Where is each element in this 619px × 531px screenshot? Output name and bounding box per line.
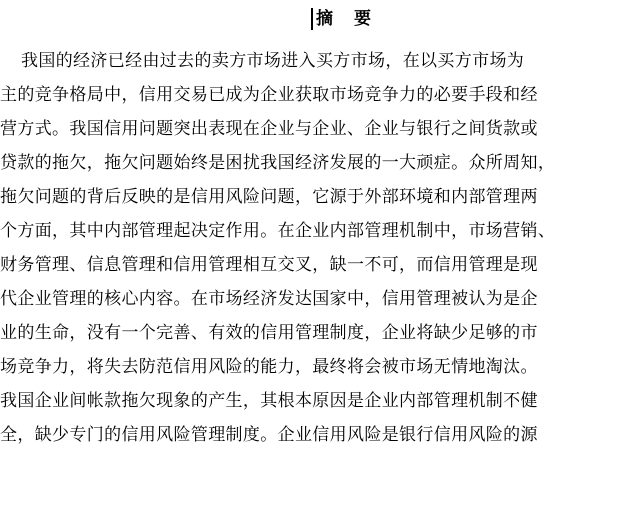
heading-row (0, 6, 619, 32)
paragraph-line-6: 个方面，其中内部管理起决定作用。在企业内部管理机制中，市场营销、 (0, 221, 556, 241)
paragraph-line-8: 代企业管理的核心内容。在市场经济发达国家中，信用管理被认为是企 (0, 289, 538, 309)
paragraph-line-11: 我国企业间帐款拖欠现象的产生，其根本原因是企业内部管理机制不健 (0, 391, 538, 411)
paragraph-line-5: 拖欠问题的背后反映的是信用风险问题，它源于外部环境和内部管理两 (0, 187, 538, 207)
paragraph-line-1: 我国的经济已经由过去的卖方市场进入买方市场，在以买方市场为 (21, 51, 525, 71)
paragraph-line-12: 全，缺少专门的信用风险管理制度。企业信用风险是银行信用风险的源 (0, 425, 538, 445)
paragraph-line-4: 贷款的拖欠，拖欠问题始终是困扰我国经济发展的一大顽症。众所周知， (0, 153, 556, 173)
paragraph-line-10: 场竞争力，将失去防范信用风险的能力，最终将会被市场无情地淘汰。 (0, 357, 538, 377)
text-cursor (311, 8, 313, 30)
paragraph-line-3: 营方式。我国信用问题突出表现在企业与企业、企业与银行之间货款或 (0, 119, 538, 139)
abstract-heading: 摘要 (316, 9, 392, 29)
paragraph-line-9: 业的生命，没有一个完善、有效的信用管理制度，企业将缺少足够的市 (0, 323, 538, 343)
paragraph-line-2: 主的竞争格局中，信用交易已成为企业获取市场竞争力的必要手段和经 (0, 85, 538, 105)
paragraph-line-7: 财务管理、信息管理和信用管理相互交叉，缺一不可，而信用管理是现 (0, 255, 538, 275)
